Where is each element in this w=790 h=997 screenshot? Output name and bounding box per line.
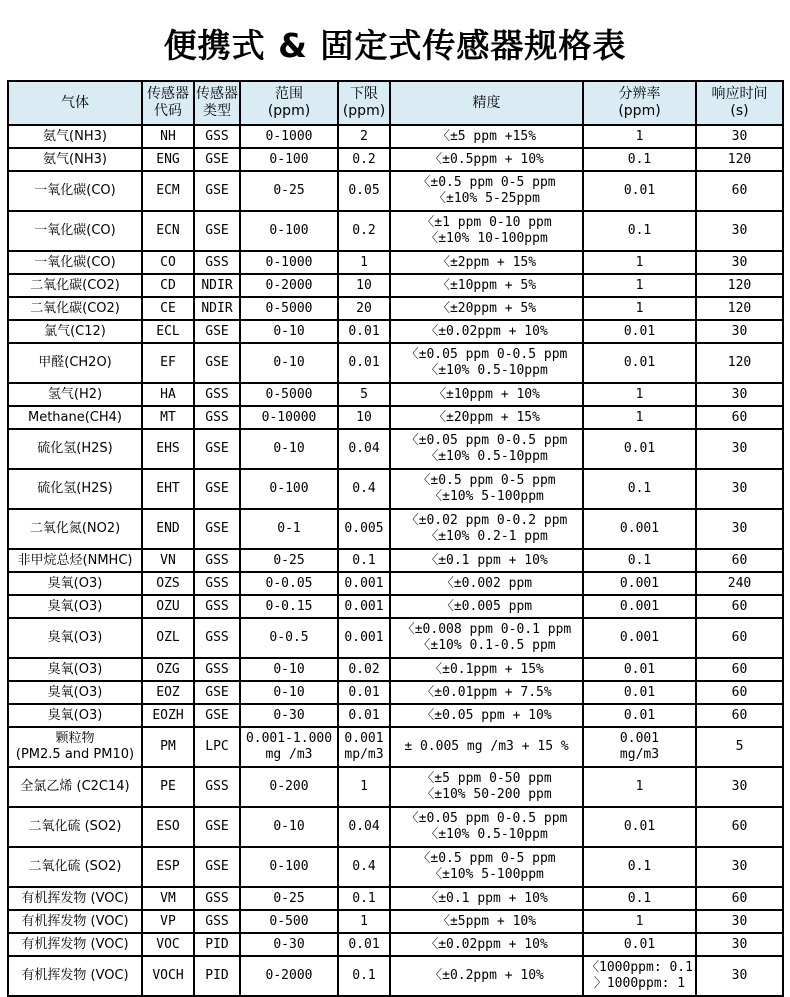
resolution-cell: 0.01: [583, 681, 696, 704]
code-cell: ECM: [142, 171, 194, 211]
code-cell: PM: [142, 727, 194, 767]
gas-cell: 二氧化碳(CO2): [8, 297, 142, 320]
accuracy-cell: 〈±0.05 ppm 0-0.5 ppm 〈±10% 0.5-10ppm: [390, 429, 583, 469]
limit-cell: 0.2: [338, 211, 390, 251]
type-cell: NDIR: [194, 274, 240, 297]
accuracy-cell: 〈±0.002 ppm: [390, 572, 583, 595]
range-cell: 0-25: [240, 549, 338, 572]
limit-cell: 0.1: [338, 956, 390, 996]
gas-cell: 颗粒物 (PM2.5 and PM10): [8, 727, 142, 767]
resolution-cell: 0.001: [583, 572, 696, 595]
resolution-cell: 1: [583, 125, 696, 148]
response-cell: 30: [696, 847, 783, 887]
range-cell: 0-0.15: [240, 595, 338, 618]
table-row: [8, 549, 783, 572]
type-cell: GSE: [194, 509, 240, 549]
table-row: [8, 933, 783, 956]
accuracy-cell: 〈±0.008 ppm 0-0.1 ppm 〈±10% 0.1-0.5 ppm: [390, 618, 583, 658]
col-header-accuracy: 精度: [390, 81, 583, 125]
limit-cell: 0.4: [338, 847, 390, 887]
response-cell: 60: [696, 595, 783, 618]
resolution-cell: 0.01: [583, 343, 696, 383]
accuracy-cell: 〈±5 ppm 0-50 ppm 〈±10% 50-200 ppm: [390, 767, 583, 807]
limit-cell: 0.1: [338, 549, 390, 572]
accuracy-cell: 〈±0.5 ppm 0-5 ppm 〈±10% 5-25ppm: [390, 171, 583, 211]
limit-cell: 0.001: [338, 618, 390, 658]
gas-cell: 臭氧(O3): [8, 681, 142, 704]
code-cell: EHT: [142, 469, 194, 509]
gas-cell: 全氯乙烯 (C2C14): [8, 767, 142, 807]
type-cell: LPC: [194, 727, 240, 767]
resolution-cell: 0.01: [583, 171, 696, 211]
range-cell: 0-25: [240, 171, 338, 211]
type-cell: GSE: [194, 320, 240, 343]
accuracy-cell: 〈±10ppm + 5%: [390, 274, 583, 297]
code-cell: OZG: [142, 658, 194, 681]
limit-cell: 0.1: [338, 887, 390, 910]
code-cell: OZL: [142, 618, 194, 658]
resolution-cell: 0.001: [583, 595, 696, 618]
accuracy-cell: 〈±0.02 ppm 0-0.2 ppm 〈±10% 0.2-1 ppm: [390, 509, 583, 549]
table-row: [8, 595, 783, 618]
gas-cell: 有机挥发物 (VOC): [8, 933, 142, 956]
resolution-cell: 1: [583, 767, 696, 807]
type-cell: GSS: [194, 618, 240, 658]
range-cell: 0-10: [240, 658, 338, 681]
gas-cell: 臭氧(O3): [8, 704, 142, 727]
type-cell: GSE: [194, 847, 240, 887]
range-cell: 0-10: [240, 681, 338, 704]
accuracy-cell: 〈±0.05 ppm + 10%: [390, 704, 583, 727]
table-row: [8, 469, 783, 509]
code-cell: VP: [142, 910, 194, 933]
response-cell: 60: [696, 887, 783, 910]
response-cell: 120: [696, 148, 783, 171]
response-cell: 30: [696, 956, 783, 996]
type-cell: GSE: [194, 704, 240, 727]
resolution-cell: 0.01: [583, 933, 696, 956]
sensor-spec-table: [7, 80, 784, 997]
code-cell: EHS: [142, 429, 194, 469]
range-cell: 0-100: [240, 469, 338, 509]
code-cell: OZU: [142, 595, 194, 618]
col-header-range: 范围 (ppm): [240, 81, 338, 125]
resolution-cell: 0.001: [583, 618, 696, 658]
gas-cell: 二氧化硫 (SO2): [8, 847, 142, 887]
code-cell: CE: [142, 297, 194, 320]
code-cell: OZS: [142, 572, 194, 595]
code-cell: ESP: [142, 847, 194, 887]
code-cell: EOZ: [142, 681, 194, 704]
type-cell: GSE: [194, 211, 240, 251]
table-row: [8, 406, 783, 429]
resolution-cell: 〈1000ppm: 0.1 〉1000ppm: 1: [583, 956, 696, 996]
limit-cell: 0.005: [338, 509, 390, 549]
limit-cell: 20: [338, 297, 390, 320]
range-cell: 0-1: [240, 509, 338, 549]
range-cell: 0-100: [240, 211, 338, 251]
type-cell: GSS: [194, 910, 240, 933]
table-row: [8, 658, 783, 681]
limit-cell: 0.04: [338, 429, 390, 469]
limit-cell: 0.4: [338, 469, 390, 509]
range-cell: 0-200: [240, 767, 338, 807]
code-cell: END: [142, 509, 194, 549]
type-cell: GSS: [194, 549, 240, 572]
limit-cell: 10: [338, 406, 390, 429]
table-row: [8, 704, 783, 727]
response-cell: 30: [696, 933, 783, 956]
limit-cell: 0.05: [338, 171, 390, 211]
gas-cell: 氯气(C12): [8, 320, 142, 343]
type-cell: NDIR: [194, 297, 240, 320]
gas-cell: 二氧化硫 (SO2): [8, 807, 142, 847]
type-cell: GSS: [194, 887, 240, 910]
limit-cell: 1: [338, 251, 390, 274]
accuracy-cell: 〈±5ppm + 10%: [390, 910, 583, 933]
accuracy-cell: 〈±0.05 ppm 0-0.5 ppm 〈±10% 0.5-10ppm: [390, 807, 583, 847]
resolution-cell: 0.1: [583, 211, 696, 251]
range-cell: 0-2000: [240, 956, 338, 996]
response-cell: 30: [696, 767, 783, 807]
limit-cell: 0.2: [338, 148, 390, 171]
limit-cell: 1: [338, 767, 390, 807]
gas-cell: Methane(CH4): [8, 406, 142, 429]
accuracy-cell: 〈±5 ppm +15%: [390, 125, 583, 148]
accuracy-cell: 〈±0.1ppm + 15%: [390, 658, 583, 681]
range-cell: 0-1000: [240, 125, 338, 148]
table-row: [8, 727, 783, 767]
table-row: [8, 125, 783, 148]
type-cell: GSS: [194, 572, 240, 595]
gas-cell: 一氧化碳(CO): [8, 171, 142, 211]
accuracy-cell: 〈±0.005 ppm: [390, 595, 583, 618]
range-cell: 0-2000: [240, 274, 338, 297]
response-cell: 30: [696, 509, 783, 549]
table-row: [8, 383, 783, 406]
limit-cell: 1: [338, 910, 390, 933]
range-cell: 0-30: [240, 704, 338, 727]
gas-cell: 氨气(NH3): [8, 148, 142, 171]
code-cell: CD: [142, 274, 194, 297]
gas-cell: 臭氧(O3): [8, 618, 142, 658]
accuracy-cell: 〈±0.01ppm + 7.5%: [390, 681, 583, 704]
limit-cell: 0.001 mp/m3: [338, 727, 390, 767]
table-row: [8, 956, 783, 996]
type-cell: PID: [194, 956, 240, 996]
table-body: [8, 125, 783, 996]
accuracy-cell: 〈±1 ppm 0-10 ppm 〈±10% 10-100ppm: [390, 211, 583, 251]
code-cell: VN: [142, 549, 194, 572]
table-row: [8, 572, 783, 595]
table-row: [8, 211, 783, 251]
range-cell: 0-10: [240, 429, 338, 469]
type-cell: GSS: [194, 383, 240, 406]
gas-cell: 二氧化氮(NO2): [8, 509, 142, 549]
code-cell: NH: [142, 125, 194, 148]
accuracy-cell: 〈±0.02ppm + 10%: [390, 320, 583, 343]
gas-cell: 有机挥发物 (VOC): [8, 887, 142, 910]
limit-cell: 0.04: [338, 807, 390, 847]
col-header-response: 响应时间 (s): [696, 81, 783, 125]
response-cell: 30: [696, 429, 783, 469]
page-title: 便携式 & 固定式传感器规格表: [163, 26, 627, 65]
limit-cell: 0.01: [338, 933, 390, 956]
gas-cell: 硫化氢(H2S): [8, 429, 142, 469]
accuracy-cell: 〈±0.2ppm + 10%: [390, 956, 583, 996]
type-cell: GSS: [194, 125, 240, 148]
code-cell: HA: [142, 383, 194, 406]
limit-cell: 0.01: [338, 343, 390, 383]
range-cell: 0.001-1.000 mg /m3: [240, 727, 338, 767]
response-cell: 30: [696, 211, 783, 251]
code-cell: CO: [142, 251, 194, 274]
type-cell: GSS: [194, 595, 240, 618]
resolution-cell: 1: [583, 406, 696, 429]
resolution-cell: 0.01: [583, 320, 696, 343]
col-header-code: 传感器 代码: [142, 81, 194, 125]
range-cell: 0-10: [240, 343, 338, 383]
resolution-cell: 0.01: [583, 807, 696, 847]
gas-cell: 一氧化碳(CO): [8, 251, 142, 274]
type-cell: GSE: [194, 171, 240, 211]
accuracy-cell: 〈±2ppm + 15%: [390, 251, 583, 274]
code-cell: ECL: [142, 320, 194, 343]
response-cell: 120: [696, 343, 783, 383]
accuracy-cell: 〈±0.02ppm + 10%: [390, 933, 583, 956]
range-cell: 0-10: [240, 807, 338, 847]
resolution-cell: 0.1: [583, 887, 696, 910]
type-cell: GSE: [194, 429, 240, 469]
resolution-cell: 0.1: [583, 847, 696, 887]
resolution-cell: 0.1: [583, 469, 696, 509]
gas-cell: 有机挥发物 (VOC): [8, 910, 142, 933]
limit-cell: 0.01: [338, 681, 390, 704]
accuracy-cell: 〈±20ppm + 5%: [390, 297, 583, 320]
type-cell: GSS: [194, 767, 240, 807]
accuracy-cell: 〈±0.5 ppm 0-5 ppm 〈±10% 5-100ppm: [390, 469, 583, 509]
col-header-gas: 气体: [8, 81, 142, 125]
type-cell: GSS: [194, 251, 240, 274]
response-cell: 30: [696, 251, 783, 274]
table-row: [8, 910, 783, 933]
table-row: [8, 767, 783, 807]
resolution-cell: 0.1: [583, 549, 696, 572]
range-cell: 0-30: [240, 933, 338, 956]
table-row: [8, 847, 783, 887]
limit-cell: 0.01: [338, 704, 390, 727]
range-cell: 0-500: [240, 910, 338, 933]
gas-cell: 有机挥发物 (VOC): [8, 956, 142, 996]
type-cell: PID: [194, 933, 240, 956]
gas-cell: 臭氧(O3): [8, 658, 142, 681]
gas-cell: 甲醛(CH2O): [8, 343, 142, 383]
response-cell: 30: [696, 383, 783, 406]
type-cell: GSS: [194, 658, 240, 681]
response-cell: 5: [696, 727, 783, 767]
code-cell: VM: [142, 887, 194, 910]
range-cell: 0-100: [240, 148, 338, 171]
resolution-cell: 1: [583, 383, 696, 406]
code-cell: VOC: [142, 933, 194, 956]
resolution-cell: 1: [583, 274, 696, 297]
response-cell: 60: [696, 681, 783, 704]
resolution-cell: 1: [583, 251, 696, 274]
table-row: [8, 274, 783, 297]
response-cell: 240: [696, 572, 783, 595]
gas-cell: 氢气(H2): [8, 383, 142, 406]
limit-cell: 10: [338, 274, 390, 297]
response-cell: 30: [696, 125, 783, 148]
accuracy-cell: ± 0.005 mg /m3 + 15 %: [390, 727, 583, 767]
table-row: [8, 343, 783, 383]
table-row: [8, 251, 783, 274]
resolution-cell: 1: [583, 297, 696, 320]
resolution-cell: 0.01: [583, 658, 696, 681]
range-cell: 0-25: [240, 887, 338, 910]
table-row: [8, 320, 783, 343]
range-cell: 0-5000: [240, 297, 338, 320]
response-cell: 60: [696, 171, 783, 211]
resolution-cell: 0.01: [583, 429, 696, 469]
resolution-cell: 1: [583, 910, 696, 933]
col-header-resolution: 分辨率 (ppm): [583, 81, 696, 125]
range-cell: 0-10: [240, 320, 338, 343]
response-cell: 120: [696, 274, 783, 297]
type-cell: GSE: [194, 148, 240, 171]
type-cell: GSE: [194, 807, 240, 847]
range-cell: 0-100: [240, 847, 338, 887]
range-cell: 0-0.05: [240, 572, 338, 595]
response-cell: 30: [696, 320, 783, 343]
table-row: [8, 148, 783, 171]
table-row: [8, 171, 783, 211]
type-cell: GSS: [194, 406, 240, 429]
gas-cell: 非甲烷总烃(NMHC): [8, 549, 142, 572]
limit-cell: 5: [338, 383, 390, 406]
resolution-cell: 0.1: [583, 148, 696, 171]
table-row: [8, 297, 783, 320]
response-cell: 60: [696, 406, 783, 429]
table-row: [8, 807, 783, 847]
resolution-cell: 0.01: [583, 704, 696, 727]
gas-cell: 氨气(NH3): [8, 125, 142, 148]
table-row: [8, 429, 783, 469]
response-cell: 60: [696, 658, 783, 681]
table-row: [8, 681, 783, 704]
accuracy-cell: 〈±20ppm + 15%: [390, 406, 583, 429]
accuracy-cell: 〈±0.5ppm + 10%: [390, 148, 583, 171]
col-header-type: 传感器 类型: [194, 81, 240, 125]
table-row: [8, 509, 783, 549]
range-cell: 0-5000: [240, 383, 338, 406]
limit-cell: 0.01: [338, 320, 390, 343]
type-cell: GSE: [194, 343, 240, 383]
range-cell: 0-0.5: [240, 618, 338, 658]
table-header-row: [8, 81, 783, 125]
code-cell: ECN: [142, 211, 194, 251]
response-cell: 60: [696, 549, 783, 572]
range-cell: 0-1000: [240, 251, 338, 274]
code-cell: MT: [142, 406, 194, 429]
range-cell: 0-10000: [240, 406, 338, 429]
col-header-limit: 下限 (ppm): [338, 81, 390, 125]
gas-cell: 臭氧(O3): [8, 572, 142, 595]
resolution-cell: 0.001 mg/m3: [583, 727, 696, 767]
response-cell: 60: [696, 704, 783, 727]
accuracy-cell: 〈±0.1 ppm + 10%: [390, 549, 583, 572]
response-cell: 120: [696, 297, 783, 320]
table-header: [8, 81, 783, 125]
code-cell: EOZH: [142, 704, 194, 727]
limit-cell: 0.001: [338, 572, 390, 595]
accuracy-cell: 〈±0.5 ppm 0-5 ppm 〈±10% 5-100ppm: [390, 847, 583, 887]
type-cell: GSE: [194, 469, 240, 509]
gas-cell: 一氧化碳(CO): [8, 211, 142, 251]
code-cell: ENG: [142, 148, 194, 171]
accuracy-cell: 〈±10ppm + 10%: [390, 383, 583, 406]
limit-cell: 0.001: [338, 595, 390, 618]
limit-cell: 0.02: [338, 658, 390, 681]
response-cell: 60: [696, 618, 783, 658]
code-cell: VOCH: [142, 956, 194, 996]
resolution-cell: 0.001: [583, 509, 696, 549]
code-cell: PE: [142, 767, 194, 807]
gas-cell: 二氧化碳(CO2): [8, 274, 142, 297]
response-cell: 30: [696, 469, 783, 509]
table-row: [8, 618, 783, 658]
accuracy-cell: 〈±0.1 ppm + 10%: [390, 887, 583, 910]
type-cell: GSE: [194, 681, 240, 704]
response-cell: 30: [696, 910, 783, 933]
response-cell: 60: [696, 807, 783, 847]
code-cell: EF: [142, 343, 194, 383]
gas-cell: 臭氧(O3): [8, 595, 142, 618]
gas-cell: 硫化氢(H2S): [8, 469, 142, 509]
limit-cell: 2: [338, 125, 390, 148]
table-row: [8, 887, 783, 910]
code-cell: ESO: [142, 807, 194, 847]
accuracy-cell: 〈±0.05 ppm 0-0.5 ppm 〈±10% 0.5-10ppm: [390, 343, 583, 383]
